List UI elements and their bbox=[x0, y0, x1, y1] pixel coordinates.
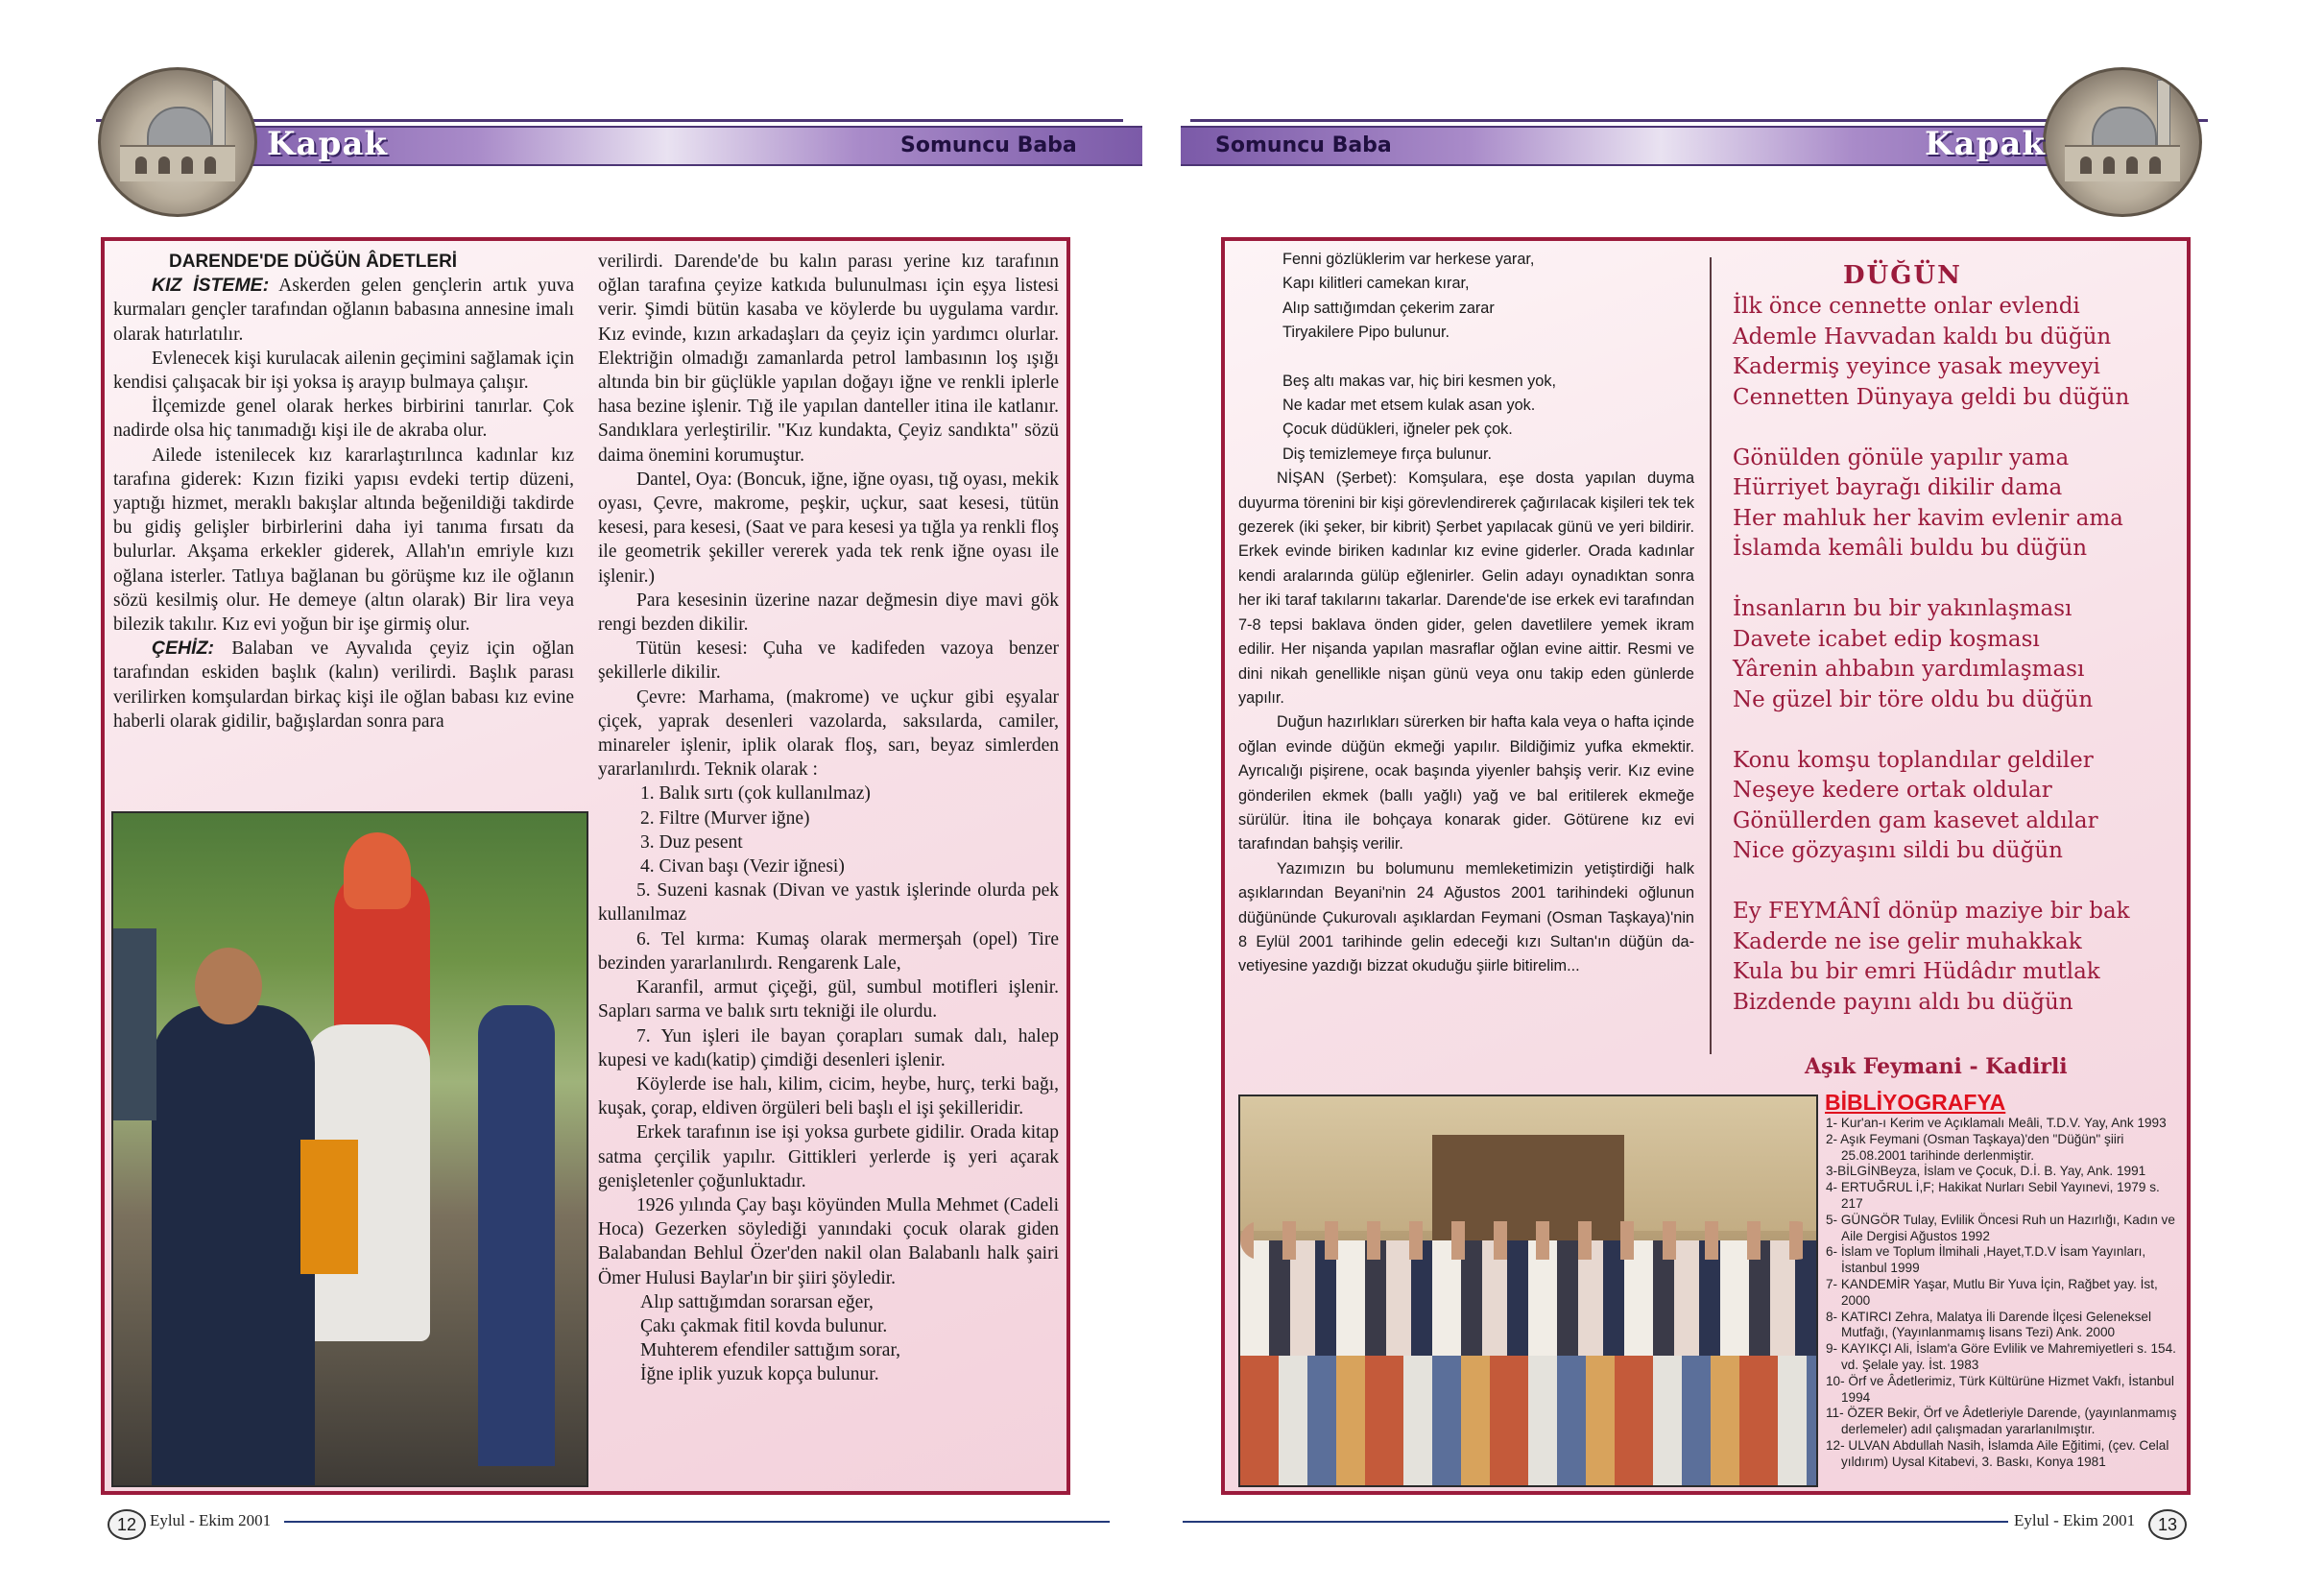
verse-line: Diş temizlemeye fırça bulunur. bbox=[1282, 445, 1493, 463]
list-item: 5. Suzeni kasnak (Divan ve yastık işlerinde olurda pek kullanılmaz bbox=[598, 880, 1059, 926]
list-item: 6. Tel kırma: Kumaş olarak mermerşah (opel) Tire bezinden yararlanılırdı. Rengarenk Lale, bbox=[598, 928, 1059, 974]
verse-line: Alıp sattığımdan sorarsan eğer, bbox=[640, 1291, 874, 1312]
paragraph: verilirdi. Darende'de bu kalın parası yerine kız tarafının oğlan tarafına çeyize katkıda bulunulması için eşya listesi verir. Şimdi bütün kasaba ve köylerde bu uygulama vardır. Kız evinde, kızın arkadaşları da çeyiz için yardımcı olurlar. Elektriğin olmadığı zamanlarda petrol lambasının loş ışığı altında bin bir güçlükle yapılan doğayı iğne ve renkli iplerle hasa bezine işlenir. Tığ ile yapılan danteller itina ile katlanır. Sandıklara yerleştirilir. "Kız kundakta, Çeyiz sandıkta" sözü daima önemini korumuştur. bbox=[598, 252, 1059, 466]
bibliography-item: 11- ÖZER Bekir, Örf ve Âdetleriyle Darende, (yayınlanmamış derlemeler) adıl çalışmadan yararlanılmıştır. bbox=[1826, 1406, 2177, 1437]
list-item: 3. Duz pesent bbox=[640, 831, 743, 853]
bibliography-item: 7- KANDEMİR Yaşar, Mutlu Bir Yuva İçin, Rağbet yay. İst, 2000 bbox=[1826, 1276, 2158, 1308]
bride-on-horse-photo bbox=[111, 811, 588, 1487]
paragraph: İlçemizde genel olarak herkes birbirini tanırlar. Çok nadirde olsa hiç tanımadığı kişi ile de akraba olur. bbox=[113, 397, 574, 442]
cehiz-label: ÇEHİZ: bbox=[152, 638, 214, 660]
issue-date-right: Eylul - Ekim 2001 bbox=[2014, 1511, 2136, 1529]
verse-line: Çocuk düdükleri, iğneler pek çok. bbox=[1282, 421, 1513, 439]
verse-line: Muhterem efendiler sattığım sorar, bbox=[640, 1340, 901, 1361]
verse-line: Ne kadar met etsem kulak asan yok. bbox=[1282, 397, 1536, 415]
bibliography-item: 12- ULVAN Abdullah Nasih, İslamda Aile Eğitimi, (çev. Celal yıldırım) Uysal Kitabevi, 3. Baskı, Konya 1981 bbox=[1826, 1437, 2169, 1469]
paragraph: Tütün kesesi: Çuha ve kadifeden vazoya benzer şekillerle dikilir. bbox=[598, 638, 1059, 684]
poem-title: DÜĞÜN bbox=[1843, 261, 1962, 290]
section-title-left: Kapak bbox=[267, 125, 388, 163]
verse-line: Beş altı makas var, hiç biri kesmen yok, bbox=[1282, 372, 1557, 390]
mosque-medallion-left bbox=[98, 67, 257, 217]
paragraph: Yazımızın bu bolumunu memleketimizin yetiştirdiği halk aşıklarından Beyani'nin 24 Ağustos 2001 tarihindeki oğlunun düğününde Çukurovalı aşıklardan Feymani (Osman Taşkaya)'nin 8 Eylül 2001 tarihinde gelin edeceği kızı Sultan'ın düğün da-vetiyesine yazdığı bizzat okuduğu şiirle bitirelim... bbox=[1238, 859, 1694, 975]
page-number-right: 13 bbox=[2148, 1509, 2187, 1540]
poem-stanza: Ey FEYMÂNÎ dönüp maziye bir bak Kaderde ne ise gelir muhakkak Kula bu bir emri Hüdâdır mutlak Bizdende payını aldı bu düğün bbox=[1733, 899, 2130, 1015]
bibliography-item: 3-BİLGİNBeyza, İslam ve Çocuk, D.İ. B. Yay, Ank. 1991 bbox=[1826, 1164, 2146, 1179]
bibliography-item: 8- KATIRCI Zehra, Malatya İli Darende İlçesi Geleneksel Mutfağı, (Yayınlanmamış lisans Tezi) Ank. 2000 bbox=[1826, 1309, 2151, 1340]
paragraph: Ailede istenilecek kız kararlaştırılınca kadınlar kız tarafına giderek: Kızın fiziki yapısı evdeki tertip düzeni, yaptığı hizmet, meraklı bakışlar altında beğenildiği takdirde bu gidiş gelişler birbirlerini daha iyi tanıma fırsatı da bulurlar. Akşama erkekler giderek, Allah'ın emriyle kızı oğlana isterler. Tatlıya bağlanan bu görüşme kız ile oğlanın sözü kesilmiş olur. He demeye (altın olarak) Bir lira veya bilezik takılır. Kız evi yoğun bir işe girmiş olur. bbox=[113, 445, 574, 636]
list-item: 1. Balık sırtı (çok kullanılmaz) bbox=[640, 783, 871, 805]
bibliography-item: 9- KAYIKÇI Ali, İslam'a Göre Evlilik ve Mahremiyetleri s. 154. vd. Şelale yay. İst. 1983 bbox=[1826, 1341, 2176, 1372]
footer-rule-left bbox=[284, 1521, 1110, 1523]
verse-line: İğne iplik yuzuk kopça bulunur. bbox=[640, 1364, 879, 1385]
bibliography-item: 1- Kur'an-ı Kerim ve Açıklamalı Meâli, T.D.V. Yay, Ank 1993 bbox=[1826, 1116, 2167, 1130]
poem-stanza: Gönülden gönüle yapılır yama Hürriyet bayrağı dikilir dama Her mahluk her kavim evlenir ama İslamda kemâli buldu bu düğün bbox=[1733, 445, 2123, 561]
right-column-1 bbox=[1238, 248, 1694, 979]
paragraph: Evlenecek kişi kurulacak ailenin geçimini sağlamak için kendisi çalışacak bir işi yoksa iş arayıp bulmaya çalışır. bbox=[113, 348, 574, 394]
bibliography-item: 6- İslam ve Toplum İlmihali ,Hayet,T.D.V İsam Yayınları, İstanbul 1999 bbox=[1826, 1244, 2146, 1276]
bibliography-item: 5- GÜNGÖR Tulay, Evlilik Öncesi Ruh un Hazırlığı, Kadın ve Aile Dergisi Ağustos 1992 bbox=[1826, 1212, 2175, 1243]
verse-line: Tiryakilere Pipo bulunur. bbox=[1282, 324, 1450, 342]
poem-body bbox=[1733, 292, 2130, 1018]
column-divider bbox=[1710, 257, 1712, 1054]
poem-stanza: Konu komşu toplandılar geldiler Neşeye kedere ortak oldular Gönüllerden gam kasevet aldılar Nice gözyaşını sildi bu düğün bbox=[1733, 747, 2098, 863]
poem-stanza: İnsanların bu bir yakınlaşması Davete icabet edip koşması Yârenin ahbabın yardımlaşması Ne güzel bir töre oldu bu düğün bbox=[1733, 596, 2094, 712]
bibliography-item: 4- ERTUĞRUL İ,F; Hakikat Nurları Sebil Yayınevi, 1979 s. 217 bbox=[1826, 1180, 2160, 1211]
verse-line: Fenni gözlüklerim var herkese yarar, bbox=[1282, 251, 1535, 268]
paragraph: Duğun hazırlıkları sürerken bir hafta kala veya o hafta içinde oğlan evinde düğün ekmeği yapılır. Bildiğimiz yufka ekmektir. Ayrıcalığı pişirene, ocak başında yiyenler bahşiş verir. Kız evine gönderilen ekmek (ballı yağlı) yağ ve bal eritilerek ekmeğe sürülür. İtina ile bohçaya konarak gider. Götürene kız evi tarafından bahşiş verilir. bbox=[1238, 713, 1694, 854]
bibliography-list bbox=[1826, 1116, 2181, 1471]
list-item: 7. Yun işleri ile bayan çorapları sumak dalı, halep kupesi ve kadı(katip) çimdiği desenleri işlenir. bbox=[598, 1025, 1059, 1071]
issue-date-left: Eylul - Ekim 2001 bbox=[150, 1511, 272, 1529]
article-title: DARENDE'DE DÜĞÜN ÂDETLERİ bbox=[169, 252, 458, 272]
magazine-name-left: Somuncu Baba bbox=[900, 133, 1077, 157]
section-title-right: Kapak bbox=[1925, 125, 2046, 163]
paragraph: ÇEHİZ: Balaban ve Ayvalıda çeyiz için oğlan tarafından eskiden başlık (kalın) verilirdi. Başlık parası verilirken komşulardan birkaç kişi ile oğlan babası kız evine haberli olarak gidilir, bağışlardan sonra para bbox=[113, 638, 575, 732]
verse-line: Kapı kilitleri camekan kırar, bbox=[1282, 275, 1470, 293]
verse-line: Alıp sattığımdan çekerim zarar bbox=[1282, 299, 1495, 317]
paragraph: Dantel, Oya: (Boncuk, iğne, iğne oyası, tığ oyası, mekik oyası, Çevre, makrome, peşkir, uçkur, saat kesesi, tütün kesesi, para kesesi, (Saat ve para kesesi ya tığla ya renkli floş ile geometrik şekiller vererek yada tek renk iğne oyası ile işlenir.) bbox=[598, 469, 1059, 587]
poem-stanza: İlk önce cennette onlar evlendi Ademle Havvadan kaldı bu düğün Kadermiş yeyince yasak meyveyi Cennetten Dünyaya geldi bu düğün bbox=[1733, 294, 2130, 410]
left-column-1 bbox=[113, 250, 574, 734]
bibliography-item: 10- Örf ve Âdetlerimiz, Türk Kültürüne Hizmet Vakfı, İstanbul 1994 bbox=[1826, 1373, 2174, 1405]
kiz-isteme-label: KIZ İSTEME: bbox=[152, 275, 270, 297]
footer-rule-right bbox=[1183, 1521, 2008, 1523]
wedding-group-photo bbox=[1238, 1095, 1818, 1487]
verse-line: Çakı çakmak fitil kovda bulunur. bbox=[640, 1315, 888, 1336]
poem-author: Aşık Feymani - Kadirli bbox=[1805, 1054, 2068, 1079]
paragraph: Köylerde ise halı, kilim, cicim, heybe, hurç, terki bağı, kuşak, çorap, eldiven örgüleri beli başlı el işi şekilleridir. bbox=[598, 1073, 1059, 1119]
left-column-2 bbox=[598, 250, 1059, 1387]
bibliography-title: BİBLİYOGRAFYA bbox=[1825, 1090, 2006, 1115]
paragraph: 1926 yılında Çay başı köyünden Mulla Mehmet (Cadeli Hoca) Gezerken söylediği yanındaki çocuk olarak giden Balabandan Behlul Özer'den nakil olan Balabanlı halk şairi Ömer Hulusi Baylar'ın bir şiiri şöyledir. bbox=[598, 1194, 1059, 1288]
mosque-medallion-right bbox=[2043, 67, 2202, 217]
paragraph: NİŞAN (Şerbet): Komşulara, eşe dosta yapılan duyma duyurma törenini bir kişi görevlendirerek çağırılacak kişileri tek tek gezerek (iki şeker, bir kibrit) Şerbet yapılacak günü ve yeri bildirir. Erkek evinde biriken kadınlar kız evine giderler. Orada kadınlar kendi aralarında gülüp eğlenirler. Gelin adayı oynadıktan sonra her iki taraf takılarını takarlar. Darende'de ise erkek evi tarafından 7-8 tepsi baklava önden gider, gelen davetlilere yemek ikram edilir. Her nişanda yapılan masraflar oğlan evine aittir. Resmi ve dini nikah genellikle nişan günü veya onu takip eden günlerde yapılır. bbox=[1238, 469, 1694, 707]
list-item: 4. Civan başı (Vezir iğnesi) bbox=[640, 856, 845, 878]
paragraph: KIZ İSTEME: Askerden gelen gençlerin artık yuva kurmaları gençler tarafından oğlanın babasına annesine imalı olarak hatırlatılır. bbox=[113, 275, 574, 345]
paragraph: Çevre: Marhama, (makrome) ve uçkur gibi eşyalar çiçek, yaprak desenleri vazolarda, saksılarda, camiler, minareler işlenir, iplik olarak floş, sarı, beyaz simlerden yararlanılırdı. Teknik olarak : bbox=[598, 686, 1059, 781]
paragraph: Erkek tarafının ise işi yoksa gurbete gidilir. Orada kitap satma çerçilik yapılır. Gittikleri yerlerde iş yeri açarak genişletenler çoğunluktadır. bbox=[598, 1122, 1059, 1191]
paragraph: Para kesesinin üzerine nazar değmesin diye mavi gök rengi bezden dikilir. bbox=[598, 589, 1059, 636]
bibliography-item: 2- Aşık Feymani (Osman Taşkaya)'den "Düğün" şiiri 25.08.2001 tarihinde derlenmiştir. bbox=[1826, 1131, 2124, 1163]
list-item: 2. Filtre (Murver iğne) bbox=[640, 807, 810, 829]
page-number-left: 12 bbox=[108, 1509, 146, 1540]
magazine-name-right: Somuncu Baba bbox=[1215, 133, 1392, 157]
paragraph: Karanfil, armut çiçeği, gül, sumbul motifleri işlenir. Sapları sarma ve balık sırtı tekniği ile olurdu. bbox=[598, 977, 1059, 1023]
